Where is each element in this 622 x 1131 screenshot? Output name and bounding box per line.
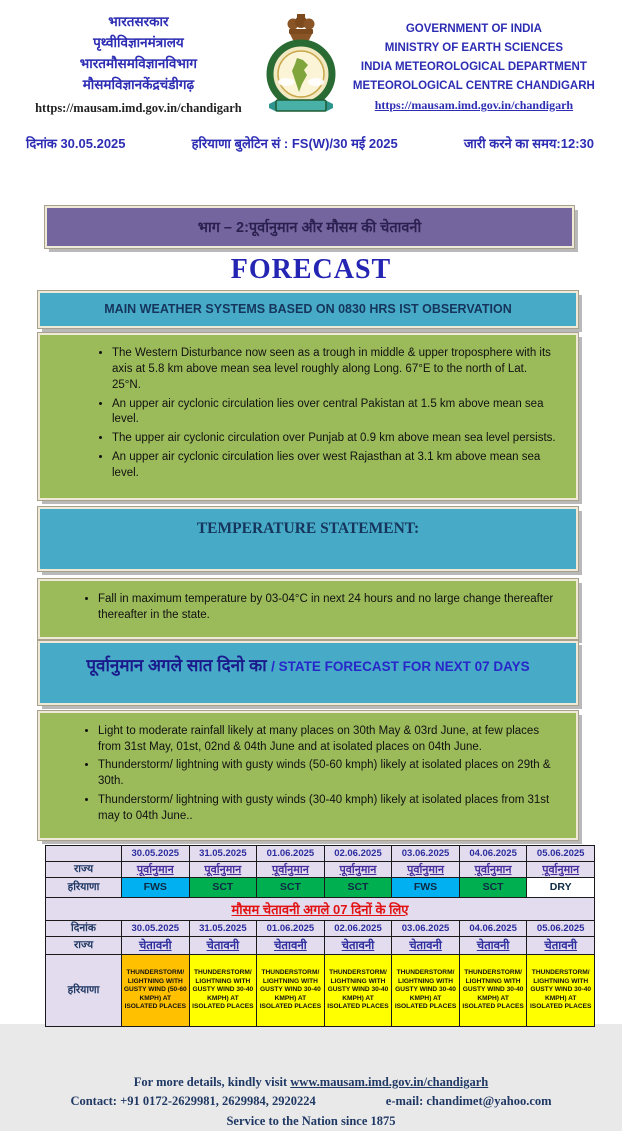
warning-cell: THUNDERSTORM/ LIGHTNING WITH GUSTY WIND 30-40 KMPH) AT ISOLATED PLACES — [189, 954, 257, 1026]
forecast-date-cell: 30.05.2025 — [122, 845, 190, 861]
bulletin-dateline — [0, 134, 622, 152]
warning-label-cell: चेतावनी — [527, 936, 595, 954]
warning-label-cell: चेतावनी — [189, 936, 257, 954]
main-weather-systems-body — [38, 333, 578, 500]
warning-cell: THUNDERSTORM/ LIGHTNING WITH GUSTY WIND 30-40 KMPH) AT ISOLATED PLACES — [527, 954, 595, 1026]
forecast-value-cell: SCT — [257, 877, 325, 897]
imd-logo-wrap — [253, 12, 350, 124]
footer-contact: Contact: +91 0172-2629981, 2629984, 2920224 — [70, 1094, 316, 1109]
forecast-label-cell: पूर्वानुमान — [527, 861, 595, 877]
warning-date-cell: 30.05.2025 — [122, 920, 190, 936]
forecast-value-cell: FWS — [392, 877, 460, 897]
header-hindi-line: पृथ्वीविज्ञानमंत्रालय — [93, 34, 184, 50]
header-hindi-line: भारतमौसमविज्ञानविभाग — [79, 55, 198, 71]
state-forecast-body — [38, 711, 578, 840]
forecast-value-cell: SCT — [459, 877, 527, 897]
state-forecast-bullet-list — [40, 713, 576, 838]
header-english-line: INDIA METEOROLOGICAL DEPARTMENT — [360, 60, 587, 73]
forecast-value-cell: FWS — [122, 877, 190, 897]
state-forecast-bullet: • Thunderstorm/ lightning with gusty winds (30-40 kmph) likely at isolated places from 31st may to 04th June.. — [98, 793, 558, 825]
temperature-bullet-list — [40, 581, 576, 637]
footer-contact-line — [0, 1092, 622, 1111]
header-hindi-block — [24, 12, 253, 118]
warning-label-cell: चेतावनी — [392, 936, 460, 954]
state-forecast-bullet: • Light to moderate rainfall likely at many places on 30th May & 03rd June, at few places from 31st May, 01st, 02nd & 04th June and at isolated places on 04th June. — [98, 724, 558, 756]
forecast-warning-table — [45, 845, 595, 1027]
forecast-value-cell: SCT — [324, 877, 392, 897]
temperature-statement-title: TEMPERATURE STATEMENT: — [38, 507, 578, 571]
forecast-label-cell: पूर्वानुमान — [392, 861, 460, 877]
warning-dates-row — [46, 920, 595, 936]
bulletin-issue-time: जारी करने का समय:12:30 — [463, 136, 594, 151]
header-english-line: GOVERNMENT OF INDIA — [405, 23, 542, 35]
warning-label-row — [46, 936, 595, 954]
forecast-values-row — [46, 877, 595, 897]
forecast-date-cell: 31.05.2025 — [189, 845, 257, 861]
main-weather-bullet: • An upper air cyclonic circulation lies over central Pakistan at 1.5 km above mean sea level. — [112, 397, 558, 429]
forecast-date-cell: 01.06.2025 — [257, 845, 325, 861]
forecast-label-cell: पूर्वानुमान — [257, 861, 325, 877]
forecast-date-cell: 05.06.2025 — [527, 845, 595, 861]
footer-email-link[interactable]: e-mail: chandimet@yahoo.com — [385, 1094, 552, 1109]
forecast-date-cell: 03.06.2025 — [392, 845, 460, 861]
warning-section-title: मौसम चेतावनी अगले 07 दिनों के लिए — [46, 897, 595, 920]
header-english-line: METEOROLOGICAL CENTRE CHANDIGARH — [352, 79, 595, 92]
haryana-row-label: हरियाणा — [46, 954, 122, 1026]
forecast-heading: FORECAST — [230, 254, 392, 285]
warning-date-cell: 02.06.2025 — [324, 920, 392, 936]
warning-title-row — [46, 897, 595, 920]
warning-label-cell: चेतावनी — [122, 936, 190, 954]
footer-details-line — [0, 1073, 622, 1092]
warning-cell: THUNDERSTORM/ LIGHTNING WITH GUSTY WIND 30-40 KMPH) AT ISOLATED PLACES — [324, 954, 392, 1026]
warning-cell: THUNDERSTORM/ LIGHTNING WITH GUSTY WIND 30-40 KMPH) AT ISOLATED PLACES — [459, 954, 527, 1026]
forecast-label-cell: पूर्वानुमान — [459, 861, 527, 877]
main-weather-bullet-list — [40, 335, 576, 495]
bulletin-date: दिनांक 30.05.2025 — [26, 136, 126, 151]
state-row-label: राज्य — [46, 936, 122, 954]
temperature-bullet: • Fall in maximum temperature by 03-04°C in next 24 hours and no large change thereafter thereafter in the state. — [98, 592, 558, 624]
header-hindi-line: भारतसरकार — [108, 14, 169, 29]
state-forecast-title — [38, 641, 578, 705]
imd-emblem-icon — [253, 12, 349, 124]
warning-date-cell: 05.06.2025 — [527, 920, 595, 936]
header-english-url-link[interactable]: https://mausam.imd.gov.in/chandigarh — [374, 97, 574, 112]
footer-url-link[interactable]: www.mausam.imd.gov.in/chandigarh — [290, 1074, 489, 1089]
haryana-row-label: हरियाणा — [46, 877, 122, 897]
forecast-date-cell: 02.06.2025 — [324, 845, 392, 861]
main-weather-systems-title: MAIN WEATHER SYSTEMS BASED ON 0830 HRS IST OBSERVATION — [38, 291, 578, 328]
main-weather-bullet: • An upper air cyclonic circulation lies over west Rajasthan at 3.1 km above mean sea level. — [112, 450, 558, 482]
temperature-statement-body — [38, 579, 578, 639]
part2-banner: भाग – 2:पूर्वानुमान और मौसम की चेतावनी — [45, 206, 574, 248]
empty-corner-cell — [46, 845, 122, 861]
footer-details-prefix: For more details, kindly visit — [133, 1074, 291, 1089]
state-forecast-bullet: • Thunderstorm/ lightning with gusty winds (50-60 kmph) likely at isolated places on 29th & 30th. — [98, 758, 558, 790]
warning-date-cell: 04.06.2025 — [459, 920, 527, 936]
header-hindi-line: मौसमविज्ञानकेंद्रचंडीगढ़ — [82, 76, 195, 92]
warning-label-cell: चेतावनी — [459, 936, 527, 954]
warning-cell: THUNDERSTORM/ LIGHTNING WITH GUSTY WIND (50-60 KMPH) AT ISOLATED PLACES — [122, 954, 190, 1026]
forecast-value-cell: SCT — [189, 877, 257, 897]
warning-date-cell: 31.05.2025 — [189, 920, 257, 936]
warning-values-row — [46, 954, 595, 1026]
main-weather-bullet: • The Western Disturbance now seen as a trough in middle & upper troposphere with its axis at 5.8 km above mean sea level roughly along Long. 67°E to the north of Lat. 25°N. — [112, 346, 558, 394]
warning-label-cell: चेतावनी — [324, 936, 392, 954]
forecast-label-cell: पूर्वानुमान — [189, 861, 257, 877]
forecast-value-cell: DRY — [527, 877, 595, 897]
warning-date-cell: 03.06.2025 — [392, 920, 460, 936]
header-english-block — [350, 12, 598, 116]
warning-date-cell: 01.06.2025 — [257, 920, 325, 936]
footer — [0, 1073, 622, 1131]
warning-cell: THUNDERSTORM/ LIGHTNING WITH GUSTY WIND 30-40 KMPH) AT ISOLATED PLACES — [257, 954, 325, 1026]
bulletin-number: हरियाणा बुलेटिन सं : FS(W)/30 मई 2025 — [191, 136, 398, 151]
header-english-line: MINISTRY OF EARTH SCIENCES — [384, 41, 564, 54]
state-forecast-title-english: / STATE FORECAST FOR NEXT 07 DAYS — [271, 658, 530, 674]
forecast-dates-row — [46, 845, 595, 861]
forecast-label-row — [46, 861, 595, 877]
warning-label-cell: चेतावनी — [257, 936, 325, 954]
header — [0, 0, 622, 124]
main-weather-bullet: • The upper air cyclonic circulation over Punjab at 0.9 km above mean sea level persists. — [112, 431, 558, 447]
state-row-label: राज्य — [46, 861, 122, 877]
forecast-label-cell: पूर्वानुमान — [122, 861, 190, 877]
forecast-date-cell: 04.06.2025 — [459, 845, 527, 861]
forecast-label-cell: पूर्वानुमान — [324, 861, 392, 877]
state-forecast-title-hindi: पूर्वानुमान अगले सात दिनो का — [86, 655, 267, 675]
warning-cell: THUNDERSTORM/ LIGHTNING WITH GUSTY WIND 30-40 KMPH) AT ISOLATED PLACES — [392, 954, 460, 1026]
footer-motto: Service to the Nation since 1875 — [226, 1113, 396, 1128]
header-hindi-url-link[interactable]: https://mausam.imd.gov.in/chandigarh — [35, 100, 242, 115]
date-row-label: दिनांक — [46, 920, 122, 936]
